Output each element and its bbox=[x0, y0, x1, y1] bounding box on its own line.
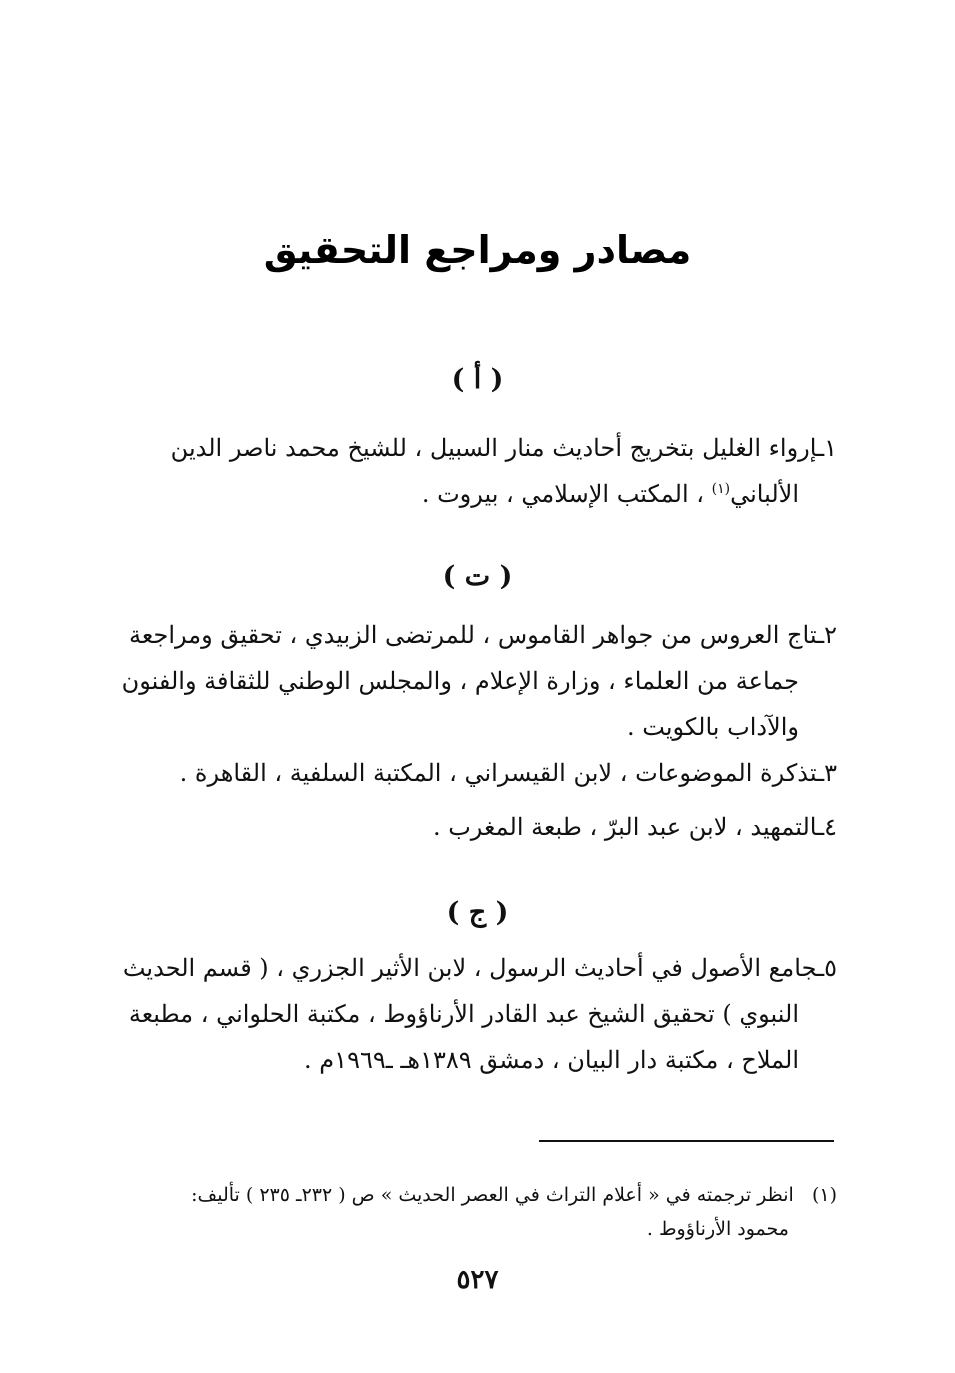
entry-text-segment: ، المكتب الإسلامي ، بيروت . bbox=[421, 480, 712, 508]
entry-number: ١ـ bbox=[817, 434, 837, 462]
entry-text-line2: النبوي ) تحقيق الشيخ عبد القادر الأرناؤوط ، مكتبة الحلواني ، مطبعة bbox=[128, 1000, 799, 1028]
section-heading-ta: ( ت ) bbox=[442, 561, 513, 592]
section-heading-jim: ( ج ) bbox=[446, 897, 509, 928]
footnote-marker: (١) bbox=[811, 1184, 837, 1206]
entry-text-line1: تاج العروس من جواهر القاموس ، للمرتضى الزبيدي ، تحقيق ومراجعة bbox=[129, 621, 818, 649]
entry-number: ٣ـ bbox=[817, 759, 837, 787]
entry-text-line2: جماعة من العلماء ، وزارة الإعلام ، والمجلس الوطني للثقافة والفنون bbox=[121, 667, 799, 695]
reference-entry-5 bbox=[112, 945, 837, 1083]
entry-text-line1: التمهيد ، لابن عبد البرّ ، طبعة المغرب . bbox=[432, 813, 818, 841]
page-title: مصادر ومراجع التحقيق bbox=[263, 228, 692, 272]
entry-number: ٥ـ bbox=[817, 954, 837, 982]
footnote-text-line1: انظر ترجمته في « أعلام التراث في العصر الحديث » ص ( ٢٣٢ـ ٢٣٥ ) تأليف: bbox=[191, 1184, 794, 1206]
footnote bbox=[112, 1178, 837, 1246]
reference-entry-1 bbox=[112, 425, 837, 517]
footnote-reference: (١) bbox=[711, 481, 731, 497]
section-heading-alif: ( أ ) bbox=[451, 364, 504, 395]
entry-text-segment: الألباني bbox=[730, 480, 799, 508]
entry-number: ٢ـ bbox=[817, 621, 837, 649]
entry-text-line3: الملاح ، مكتبة دار البيان ، دمشق ١٣٨٩هـ ـ١٩٦٩م . bbox=[304, 1046, 799, 1074]
entry-text-line1: تذكرة الموضوعات ، لابن القيسراني ، المكتبة السلفية ، القاهرة . bbox=[179, 759, 818, 787]
reference-entry-4 bbox=[112, 804, 837, 850]
reference-entry-3 bbox=[112, 750, 837, 796]
entry-text-line1: جامع الأصول في أحاديث الرسول ، لابن الأثير الجزري ، ( قسم الحديث bbox=[122, 954, 818, 982]
entry-text-line2 bbox=[112, 471, 837, 517]
footnote-text-line2: محمود الأرناؤوط . bbox=[646, 1218, 789, 1240]
entry-text-line3: والآداب بالكويت . bbox=[627, 713, 799, 741]
page-number: ٥٢٧ bbox=[456, 1265, 499, 1295]
entry-number: ٤ـ bbox=[817, 813, 837, 841]
footnote-separator bbox=[539, 1140, 834, 1142]
entry-text-line1: إرواء الغليل بتخريج أحاديث منار السبيل ، للشيخ محمد ناصر الدين bbox=[170, 434, 818, 462]
reference-entry-2 bbox=[112, 612, 837, 750]
